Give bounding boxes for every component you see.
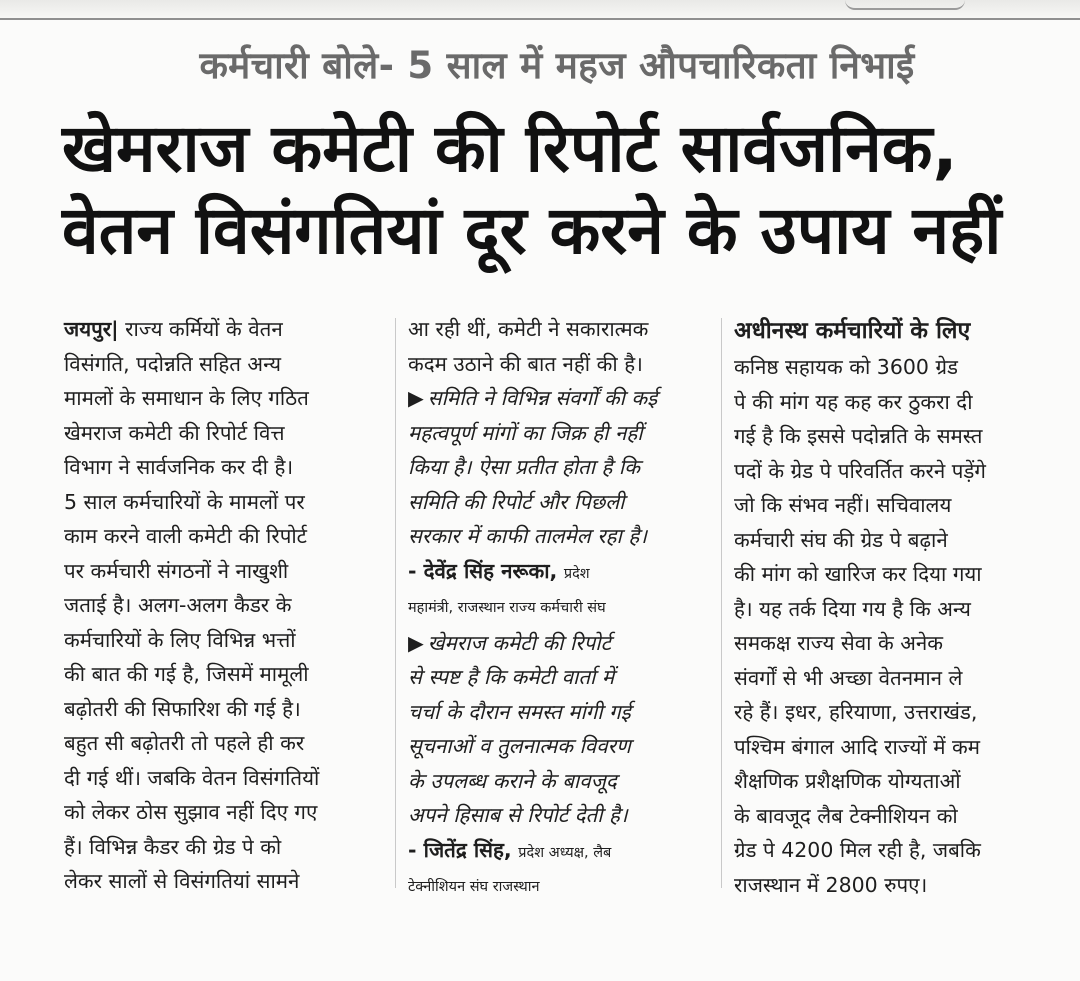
quote-line: किया है। ऐसा प्रतीत होता है कि	[408, 455, 640, 479]
headline-line-1: खेमराज कमेटी की रिपोर्ट सार्वजनिक,	[62, 110, 958, 187]
quote-line: चर्चा के दौरान समस्त मांगी गई	[408, 699, 631, 724]
quote-bullet-icon: ▶	[408, 386, 424, 410]
body-line: को लेकर ठोस सुझाव नहीं दिए गए	[64, 800, 318, 824]
body-line: हैं। विभिन्न कैडर की ग्रेड पे को	[64, 834, 282, 859]
byline-name: - देवेंद्र सिंह नरूका,	[408, 558, 558, 583]
body-line: मामलों के समाधान के लिए गठित	[64, 386, 309, 410]
body-line: गई है कि इससे पदोन्नति के समस्त	[734, 424, 983, 448]
byline-title: टेक्नीशियन संघ राजस्थान	[408, 879, 540, 895]
article-column-2	[408, 312, 708, 905]
body-line: विसंगति, पदोन्नति सहित अन्य	[64, 351, 282, 376]
body-line: पर कर्मचारी संगठनों ने नाखुशी	[64, 558, 289, 583]
headline-line-2: वेतन विसंगतियां दूर करने के उपाय नहीं	[62, 192, 1002, 269]
quote-line: से स्पष्ट है कि कमेटी वार्ता में	[408, 665, 615, 689]
body-line: की बात की गई है, जिसमें मामूली	[64, 662, 309, 686]
quote-line: अपने हिसाब से रिपोर्ट देती है।	[408, 803, 628, 827]
previous-article-edge	[0, 0, 1080, 20]
body-line: लेकर सालों से विसंगतियां सामने	[64, 869, 300, 893]
body-line: के बावजूद लैब टेक्नीशियन को	[734, 803, 958, 828]
body-line: 5 साल कर्मचारियों के मामलों पर	[64, 489, 305, 514]
column-divider	[721, 318, 722, 888]
byline-title: महामंत्री, राजस्थान राज्य कर्मचारी संघ	[408, 600, 606, 616]
body-line: जताई है। अलग-अलग कैडर के	[64, 593, 292, 617]
quote-line: सूचनाओं व तुलनात्मक विवरण	[408, 734, 631, 758]
dateline: जयपुर|	[64, 317, 119, 341]
quote-line: ▶ खेमराज कमेटी की रिपोर्ट	[408, 630, 611, 655]
body-line: खेमराज कमेटी की रिपोर्ट वित्त	[64, 420, 285, 445]
body-line: पश्चिम बंगाल आदि राज्यों में कम	[734, 734, 981, 759]
body-line: बढ़ोतरी की सिफारिश की गई है।	[64, 696, 301, 721]
decorative-mark	[845, 0, 965, 10]
body-line: कर्मचारियों के लिए विभिन्न भत्तों	[64, 627, 296, 652]
article-column-1	[64, 312, 382, 899]
body-line: दी गई थीं। जबकि वेतन विसंगतियों	[64, 765, 320, 790]
body-line: बहुत सी बढ़ोतरी तो पहले ही कर	[64, 731, 305, 755]
quote-bullet-icon: ▶	[408, 630, 424, 655]
body-line: शैक्षणिक प्रशैक्षणिक योग्यताओं	[734, 769, 961, 793]
byline	[408, 554, 708, 592]
article-kicker: कर्मचारी बोले- 5 साल में महज औपचारिकता निभाई	[199, 44, 915, 87]
sidebar-heading: अधीनस्थ कर्मचारियों के लिए	[734, 318, 971, 344]
body-line: कनिष्ठ सहायक को 3600 ग्रेड	[734, 355, 959, 379]
body-line: रहे हैं। इधर, हरियाणा, उत्तराखंड,	[734, 700, 978, 724]
body-line: पे की मांग यह कह कर ठुकरा दी	[734, 389, 973, 414]
byline-title: प्रदेश	[563, 565, 590, 582]
body-line: संवर्गों से भी अच्छा वेतनमान ले	[734, 665, 963, 690]
body-line: विभाग ने सार्वजनिक कर दी है।	[64, 455, 294, 479]
body-line: कर्मचारी संघ की ग्रेड पे बढ़ाने	[734, 527, 948, 552]
quote-line: समिति की रिपोर्ट और पिछली	[408, 489, 625, 514]
quote-line: सरकार में काफी तालमेल रहा है।	[408, 524, 647, 548]
quote-line: ▶ समिति ने विभिन्न संवर्गों की कई	[408, 386, 658, 410]
body-line: जो कि संभव नहीं। सचिवालय	[734, 493, 952, 517]
quote-line: के उपलब्ध कराने के बावजूद	[408, 768, 617, 793]
body-line: ग्रेड पे 4200 मिल रही है, जबकि	[734, 838, 981, 862]
body-line: कदम उठाने की बात नहीं की है।	[408, 351, 643, 376]
body-line: है। यह तर्क दिया गय है कि अन्य	[734, 596, 971, 621]
quote-line: महत्वपूर्ण मांगों का जिक्र ही नहीं	[408, 420, 643, 445]
byline	[408, 833, 708, 871]
article-headline	[62, 108, 1052, 272]
byline-title: प्रदेश अध्यक्ष, लैब	[518, 844, 612, 861]
article-column-3	[734, 312, 1054, 902]
body-line: आ रही थीं, कमेटी ने सकारात्मक	[408, 317, 649, 341]
body-line: पदों के ग्रेड पे परिवर्तित करने पड़ेंगे	[734, 458, 986, 483]
body-line: राजस्थान में 2800 रुपए।	[734, 872, 928, 897]
body-line: जयपुर| राज्य कर्मियों के वेतन	[64, 317, 283, 341]
body-line: की मांग को खारिज कर दिया गया	[734, 562, 982, 586]
body-line: समकक्ष राज्य सेवा के अनेक	[734, 631, 944, 655]
body-line: काम करने वाली कमेटी की रिपोर्ट	[64, 524, 307, 548]
column-divider	[395, 318, 396, 888]
byline-name: - जितेंद्र सिंह,	[408, 837, 512, 862]
